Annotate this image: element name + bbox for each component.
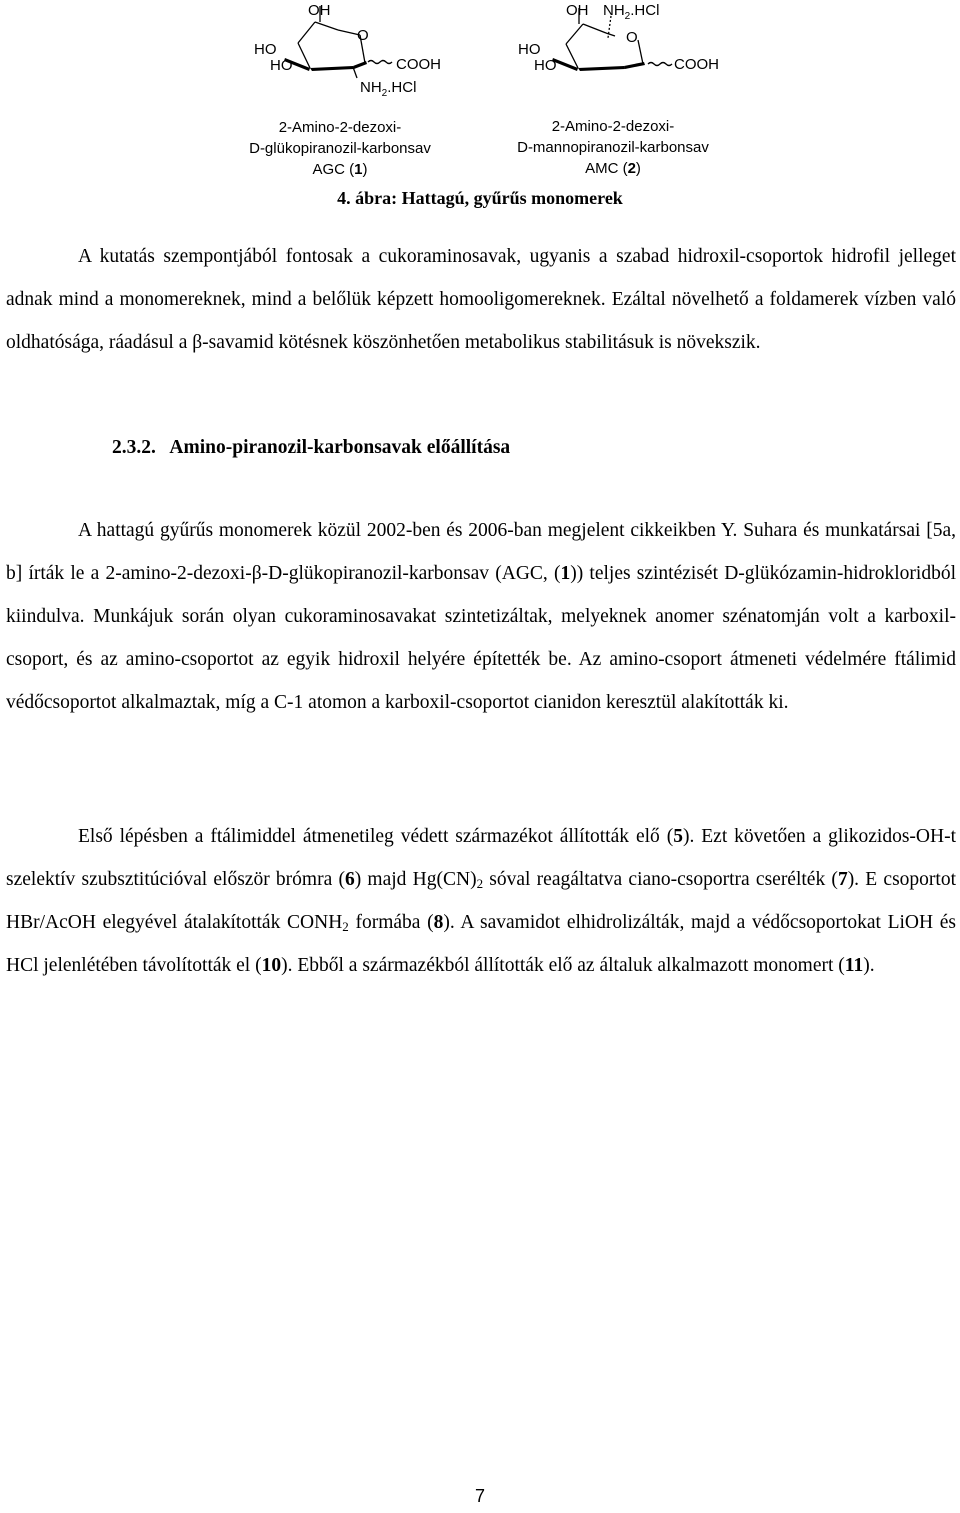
amine-salt-label: $NH_2.HCl$ <box>360 79 417 99</box>
ho-label: HO <box>518 41 541 58</box>
ring-oxygen-label: O <box>626 29 638 46</box>
structure-amc <box>508 0 738 100</box>
paragraph: A kutatás szempontjából fontosak a cukoraminosavak, ugyanis a szabad hidroxil-csoportok hidrofil jelleget adnak mind a monomereknek, mind a belőlük képzett homooligomereknek. Ezáltal növelhető a foldamerek vízben való oldhatósága, ráadásul a β-savamid kötésnek köszönhetően metabolikus stabilitásuk is növekszik. <box>6 246 956 353</box>
caption-line: D-glükopiranozil-karbonsav <box>249 140 431 157</box>
ho-label: HO <box>270 57 293 74</box>
caption-line: D-mannopiranozil-karbonsav <box>517 139 709 156</box>
figure-4 <box>0 0 960 208</box>
carboxyl-label: COOH <box>396 56 441 73</box>
ho-label: HO <box>534 57 557 74</box>
caption-line: 2-Amino-2-dezoxi- <box>278 119 402 136</box>
structure-caption-agc <box>205 117 475 180</box>
structure-agc <box>240 0 470 100</box>
paragraph: A hattagú gyűrűs monomerek közül 2002-ben és 2006-ban megjelent cikkeikben Y. Suhara és munkatársai [5a, b] írták le a 2-amino-2-dezoxi-β-D-glükopiranozil-karbonsav (AGC, (1)) teljes szintézisét D-glükózamin-hidrokloridból kiindulva. Munkájuk során olyan cukoraminosavakat szintetizáltak, melyeknek anomer szénatomján volt a karboxil-csoport, és az amino-csoportot az egyik hidroxil helyére építették be. Az amino-csoport átmeneti védelmére ftálimid védőcsoportot alkalmaztak, míg a C-1 atomon a karboxil-csoportot cianidon keresztül alakították ki. <box>6 520 956 713</box>
oh-label: OH <box>308 2 331 19</box>
ring-oxygen-label: O <box>357 27 369 44</box>
amine-salt-label: $NH_2.HCl$ <box>603 2 660 22</box>
figure-caption: 4. ábra: Hattagú, gyűrűs monomerek <box>337 188 623 208</box>
ho-label: HO <box>254 41 277 58</box>
page-number: 7 <box>474 1486 485 1506</box>
caption-line: 2-Amino-2-dezoxi- <box>551 118 675 135</box>
oh-label: OH <box>566 2 589 19</box>
caption-line: AMC (2) <box>585 160 641 177</box>
caption-line: AGC (1) <box>312 161 368 178</box>
carboxyl-label: COOH <box>674 56 719 73</box>
section-heading: 2.3.2. Amino-piranozil-karbonsavak előállítása <box>112 437 511 458</box>
paragraph: Első lépésben a ftálimiddel átmenetileg védett származékot állították elő (5). Ezt követően a glikozidos-OH-t szelektív szubsztitúcióval először brómra (6) majd $Hg(CN)_2$ sóval reagáltatva ciano-csoportra cserélték (7). E csoportot HBr/AcOH elegyével átalakították $CONH_2$ formába (8). A savamidot elhidrolizálták, majd a védőcsoportokat LiOH és HCl jelenlétében távolították el (10). Ebből a származékból állították elő az általuk alkalmazott monomert (11). <box>6 826 956 976</box>
structure-caption-amc <box>478 116 748 179</box>
